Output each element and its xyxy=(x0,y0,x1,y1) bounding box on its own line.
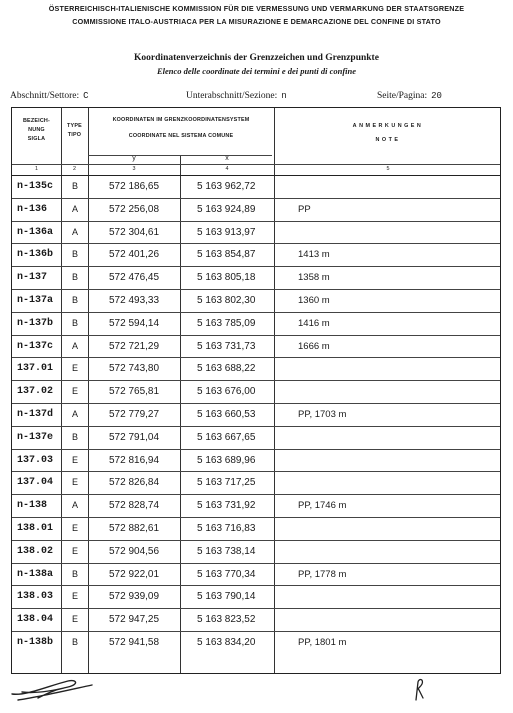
row-coordinate-x: 5 163 660,53 xyxy=(197,409,256,420)
row-tipo: B xyxy=(71,295,78,305)
initial-mark xyxy=(410,676,430,702)
row-sigla: n-138b xyxy=(17,637,54,648)
row-note: 1413 m xyxy=(298,249,330,261)
document-title-de: Koordinatenverzeichnis der Grenzzeichen und Grenzpunkte xyxy=(134,53,379,63)
row-note xyxy=(288,587,508,606)
row-tipo: E xyxy=(71,477,78,488)
row-coordinate-y: 572 779,27 xyxy=(109,409,160,420)
seite-value: 20 xyxy=(431,91,442,101)
row-tipo: E xyxy=(71,363,78,374)
row-coordinate-x: 5 163 717,25 xyxy=(197,477,256,489)
row-sigla: n-136b xyxy=(17,249,54,261)
row-tipo: B xyxy=(71,431,78,442)
row-tipo: E xyxy=(71,545,78,556)
commission-header-de: ÖSTERREICHISCH-ITALIENISCHE KOMMISSION FÜR DIE VERMESSUNG UND VERMARKUNG DER STAATSGRENZE xyxy=(48,4,465,13)
row-tipo: E xyxy=(71,454,78,465)
row-coordinate-y: 572 826,84 xyxy=(109,477,160,489)
abschnitt-value: C xyxy=(83,91,89,101)
row-note xyxy=(288,428,508,447)
header-y: y xyxy=(132,155,136,162)
row-tipo: B xyxy=(71,249,78,260)
header-coordinates-de: KOORDINATEN IM GRENZKOORDINATENSYSTEM xyxy=(112,117,250,123)
row-coordinate-y: 572 828,74 xyxy=(109,500,160,512)
row-coordinate-x: 5 163 924,89 xyxy=(197,203,256,215)
row-coordinate-y: 572 493,33 xyxy=(109,295,160,306)
document-title-it: Elenco delle coordinate dei termini e dei punti di confine xyxy=(156,66,357,76)
row-tipo: B xyxy=(71,317,78,328)
row-note xyxy=(288,451,508,470)
row-tipo: A xyxy=(71,226,78,237)
row-note xyxy=(288,359,508,378)
row-coordinate-y: 572 476,45 xyxy=(109,272,160,284)
row-sigla: 138.04 xyxy=(17,614,54,626)
row-sigla: n-137d xyxy=(17,409,54,420)
row-coordinate-y: 572 791,04 xyxy=(109,431,160,443)
row-coordinate-y: 572 904,56 xyxy=(109,545,160,557)
header-sigla: BEZEICH- NUNG SIGLA xyxy=(22,118,51,142)
row-coordinate-x: 5 163 823,52 xyxy=(197,614,256,626)
row-coordinate-y: 572 816,94 xyxy=(109,454,160,466)
row-coordinate-y: 572 594,14 xyxy=(109,317,160,329)
header-notes-it: NOTE xyxy=(375,137,401,143)
row-tipo: A xyxy=(71,409,78,419)
row-tipo: E xyxy=(71,591,78,602)
row-coordinate-y: 572 743,80 xyxy=(109,363,160,375)
row-coordinate-x: 5 163 785,09 xyxy=(197,317,256,329)
commission-header-it: COMMISSIONE ITALO-AUSTRIACA PER LA MISURAZIONE E DEMARCAZIONE DEL CONFINE DI STATO xyxy=(72,17,441,26)
row-coordinate-y: 572 939,09 xyxy=(109,591,160,603)
row-sigla: 137.04 xyxy=(17,477,54,489)
row-note xyxy=(288,473,508,492)
row-tipo: A xyxy=(71,500,78,511)
row-note: PP, 1746 m xyxy=(298,500,347,512)
row-coordinate-x: 5 163 731,92 xyxy=(197,500,256,512)
row-sigla: n-138 xyxy=(17,500,48,512)
row-sigla: n-137e xyxy=(17,431,54,443)
row-sigla: 138.01 xyxy=(17,523,54,534)
row-sigla: n-137b xyxy=(17,317,54,329)
seite-field xyxy=(377,91,442,101)
colnum-5: 5 xyxy=(386,166,390,172)
row-coordinate-x: 5 163 676,00 xyxy=(197,386,256,398)
row-coordinate-y: 572 304,61 xyxy=(109,226,160,238)
row-coordinate-x: 5 163 802,30 xyxy=(197,295,256,306)
row-coordinate-y: 572 401,26 xyxy=(109,249,160,261)
seite-label: Seite/Pagina: xyxy=(377,91,428,101)
row-coordinate-x: 5 163 854,87 xyxy=(197,249,256,261)
header-tipo: TYPE TIPO xyxy=(67,123,82,138)
row-coordinate-y: 572 922,01 xyxy=(109,568,160,580)
row-note: 1416 m xyxy=(298,317,330,329)
row-tipo: B xyxy=(71,637,78,647)
row-note: PP, 1778 m xyxy=(298,568,347,580)
row-coordinate-y: 572 765,81 xyxy=(109,386,160,398)
row-coordinate-x: 5 163 689,96 xyxy=(197,454,256,466)
row-tipo: B xyxy=(71,181,78,191)
row-note: PP xyxy=(298,203,311,215)
row-note: PP, 1801 m xyxy=(298,637,347,648)
row-note: 1666 m xyxy=(298,340,330,352)
row-sigla: n-136 xyxy=(17,203,48,215)
row-coordinate-y: 572 947,25 xyxy=(109,614,160,626)
row-coordinate-x: 5 163 790,14 xyxy=(197,591,256,603)
row-sigla: n-137a xyxy=(17,295,54,306)
unterabschnitt-field xyxy=(186,91,287,101)
row-note xyxy=(288,519,508,538)
colnum-4: 4 xyxy=(225,166,229,172)
row-note xyxy=(288,610,508,629)
row-coordinate-x: 5 163 770,34 xyxy=(197,568,256,580)
signature-mark xyxy=(8,672,100,706)
row-tipo: A xyxy=(71,340,78,351)
row-tipo: E xyxy=(71,523,78,533)
row-sigla: 138.03 xyxy=(17,591,54,603)
row-coordinate-y: 572 186,65 xyxy=(109,181,160,192)
row-sigla: n-136a xyxy=(17,226,54,238)
row-note: 1358 m xyxy=(298,272,330,284)
row-note xyxy=(288,223,508,242)
row-coordinate-y: 572 882,61 xyxy=(109,523,160,534)
row-sigla: n-138a xyxy=(17,568,54,580)
row-tipo: E xyxy=(71,614,78,625)
row-note: 1360 m xyxy=(298,295,330,306)
row-sigla: 137.02 xyxy=(17,386,54,398)
row-coordinate-x: 5 163 834,20 xyxy=(197,637,256,648)
row-tipo: A xyxy=(71,203,78,214)
row-sigla: n-135c xyxy=(17,181,54,192)
row-sigla: n-137c xyxy=(17,340,54,352)
row-coordinate-y: 572 256,08 xyxy=(109,203,160,215)
row-tipo: B xyxy=(71,568,78,579)
row-tipo: B xyxy=(71,272,78,283)
coordinate-table xyxy=(11,107,501,674)
abschnitt-label: Abschnitt/Settore: xyxy=(10,91,80,101)
header-x: x xyxy=(225,155,229,162)
colnum-2: 2 xyxy=(73,166,76,172)
colnum-1: 1 xyxy=(35,166,38,172)
row-coordinate-y: 572 721,29 xyxy=(109,340,160,352)
row-note xyxy=(288,542,508,561)
row-sigla: n-137 xyxy=(17,272,48,284)
row-coordinate-x: 5 163 913,97 xyxy=(197,226,256,238)
colnum-3: 3 xyxy=(132,166,136,172)
row-sigla: 137.03 xyxy=(17,454,54,466)
row-sigla: 137.01 xyxy=(17,363,54,375)
row-sigla: 138.02 xyxy=(17,545,54,557)
row-coordinate-x: 5 163 962,72 xyxy=(197,181,256,192)
row-coordinate-x: 5 163 731,73 xyxy=(197,340,256,352)
row-coordinate-x: 5 163 688,22 xyxy=(197,363,256,375)
unterabschnitt-value: n xyxy=(281,91,287,101)
row-note: PP, 1703 m xyxy=(298,409,347,420)
row-note xyxy=(288,382,508,401)
header-notes-de: ANMERKUNGEN xyxy=(352,123,424,129)
row-tipo: E xyxy=(71,386,78,397)
header-coordinates-it: COORDINATE NEL SISTEMA COMUNE xyxy=(128,133,234,139)
row-note xyxy=(288,177,508,196)
row-coordinate-x: 5 163 738,14 xyxy=(197,545,256,557)
unterabschnitt-label: Unterabschnitt/Sezione: xyxy=(186,91,278,101)
abschnitt-field xyxy=(10,91,89,101)
row-coordinate-y: 572 941,58 xyxy=(109,637,160,648)
row-coordinate-x: 5 163 805,18 xyxy=(197,272,256,284)
row-coordinate-x: 5 163 716,83 xyxy=(197,523,256,534)
row-coordinate-x: 5 163 667,65 xyxy=(197,431,256,443)
